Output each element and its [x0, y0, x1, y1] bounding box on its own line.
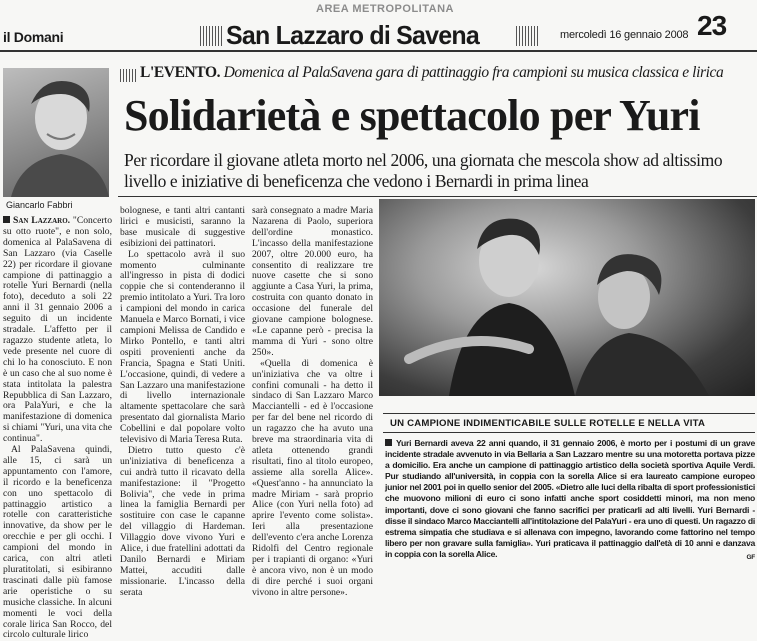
kicker	[140, 64, 755, 82]
kicker-text: Domenica al PalaSavena gara di pattinaggio fra campioni su musica classica e lirica	[223, 64, 724, 81]
masthead-rule	[0, 50, 757, 52]
body-column-3	[252, 205, 373, 598]
subheadline: Per ricordare il giovane atleta morto nel 2006, una giornata che mescola show ad altissimo livello e iniziative di beneficenza che vedono i Bernardi in prima linea	[124, 150, 723, 191]
kicker-hatch	[120, 69, 138, 82]
dateline: San Lazzaro.	[13, 215, 71, 226]
skaters-photo	[379, 199, 755, 396]
box-title-rule	[383, 432, 755, 433]
col1-paragraph-1: "Concerto su otto ruote", e non solo, domenica al PalaSavena di San Lazzaro (via Caselle 22) per ricordare il giovane campione di pattinaggio a rotelle Yuri Bernardi (nella foto), deceduto a soli 22 anni il 31 gennaio 2006 a seguito di un incidente stradale. L'affetto per il ragazzo studente atleta, lo vede presente nel cuore di chi lo ha conosciuto. E non è un caso che al suo nome è stata intitolata la palestra Repubblica di San Lazzaro, ora PalaYuri, e che la manifestazione di domenica si chiami "Yuri, una vita che continua".	[3, 215, 112, 445]
box-marker	[385, 439, 392, 446]
portrait-figure	[3, 68, 109, 197]
masthead-hatch-right	[516, 26, 538, 46]
col3-paragraph-2: «Quella di domenica è un'iniziativa che va oltre i confini comunali - ha detto il sindaco di San Lazzaro Marco Macciantelli - ed è l'occasione per far del bene nel ricordo di un ragazzo che ha avuto una breve ma straordinaria vita di atleta ottenendo grandi risultati, fino al titolo europeo, assieme alla sorella Alice». «Quest'anno - ha annunciato la madre Miriam - sarà proprio Alice (con Yuri nella foto) ad aprire l'evento come solista». Ieri alla presentazione dell'evento c'era anche Lorenza Ridolfi del Centro regionale per i trapianti di organo: «Yuri è ancora vivo, non è un modo di dire perché i suoi organi vivono in altre persone».	[252, 357, 373, 598]
col2-paragraph-1: bolognese, e tanti altri cantanti lirici e musicisti, saranno la base musicale di suggestive esibizioni dei pattinatori.	[120, 205, 245, 249]
kicker-label: L'EVENTO.	[140, 64, 221, 81]
box-title: UN CAMPIONE INDIMENTICABILE SULLE ROTELLE E NELLA VITA	[390, 418, 706, 429]
col2-paragraph-2: Lo spettacolo avrà il suo momento culminante all'ingresso in pista di dodici coppie che si contenderanno il premio intitolato a Yuri. Tra loro i campioni del mondo in carica Manuela e Marco Bornati, i vice campioni Melissa de Candido e Mirko Pontello, e tanti altri ospiti provenienti anche da Francia, Spagna e Stati Uniti. L'occasione, quindi, di vedere a San Lazzaro una manifestazione di livello internazionale altamente spettacolare che sarà presentato dal giornalista Mario Cobellini e dal popolare volto televisivo di Maria Teresa Ruta.	[120, 248, 245, 446]
col3-paragraph-1: sarà consegnato a madre Maria Nazarena di Paolo, superiora dell'ordine monastico. L'incasso della manifestazione 2007, oltre 20.000 euro, ha consentito di realizzare tre nuove casette che si sono aggiunte a Casa Yuri, la prima, costruita con quanto donato in occasione del funerale del giovane campione bolognese. «Le capanne però - precisa la mamma di Yuri - sono oltre 250».	[252, 205, 373, 358]
skaters-figures	[379, 199, 755, 396]
headline: Solidarietà e spettacolo per Yuri	[124, 91, 700, 140]
body-column-2	[120, 205, 245, 598]
subheadline-rule	[118, 196, 757, 197]
body-column-1	[3, 215, 112, 641]
box-body	[385, 438, 755, 566]
col2-paragraph-3: Dietro tutto questo c'è un'iniziativa di beneficenza a cui andrà tutto il ricavato della manifestazione: il "Progetto Bolivia", che vede in prima linea la famiglia Bernardi per sostituire con case le capanne del villaggio di Hardeman. Villaggio dove vivono Yuri e Alice, i due fratellini adottati da Danilo Bernardi e Miriam Mattei, accuditi dalle missionarie. L'incasso della serata	[120, 444, 245, 598]
box-text: Yuri Bernardi aveva 22 anni quando, il 31 gennaio 2006, è morto per i postumi di un grave incidente stradale avvenuto in via Bellaria a San Lazzaro mentre su una motoretta portava pizze a domicilio. Era anche un campione di pattinaggio artistico della società sportiva Aquile Verdi. Pur studiando all'università, in coppia con la sorella Alice si era laureato campione europeo junior nel 2001 poi in quello senior del 2005. «Dietro alle luci della ribalta di sport professionistici che muovono milioni di euro ci sono infatti anche sport cosiddetti minori, ma non meno importanti, dove ci sono giovani che fanno sacrifici per praticarli ad alti livelli. Yuri Bernardi - disse il sindaco Marco Macciantelli all'intitolazione del PalaYuri - era uno di questi. Un ragazzo di estrema simpatia che studiava e si allenava con impegno, lavorando come fattorino nel tempo libero per non gravare sulla famiglia». Yuri praticava il pattinaggio dall'età di 10 anni e danzava in coppia con la sorella Alice.	[385, 438, 755, 559]
newspaper-name: il Domani	[3, 29, 64, 45]
dateline-marker	[3, 216, 10, 223]
box-top-rule	[383, 413, 755, 414]
issue-date: mercoledì 16 gennaio 2008	[560, 29, 689, 41]
box-signature: GF	[746, 553, 755, 561]
masthead-hatch-left	[200, 26, 222, 46]
page-number: 23	[697, 10, 727, 41]
portrait-photo	[3, 68, 109, 197]
col1-paragraph-2: Al PalaSavena quindi, alle 15, ci sarà un appuntamento con l'amore, il ricordo e la beneficenza con uno spettacolo di pattinaggio artistico a rotelle con caratteristiche innovative, da show per le orecchie e per gli occhi. I campioni del mondo in carica, con altri atleti pluratitolati, si esibiranno trascinati dalle più famose arie operistiche o su musiche classiche. In alcuni momenti le voci della corale lirica San Rocco, del circolo culturale lirico	[3, 444, 112, 641]
city-title: San Lazzaro di Savena	[226, 20, 479, 50]
section-label: AREA METROPOLITANA	[316, 3, 454, 15]
portrait-caption: Giancarlo Fabbri	[6, 200, 73, 210]
